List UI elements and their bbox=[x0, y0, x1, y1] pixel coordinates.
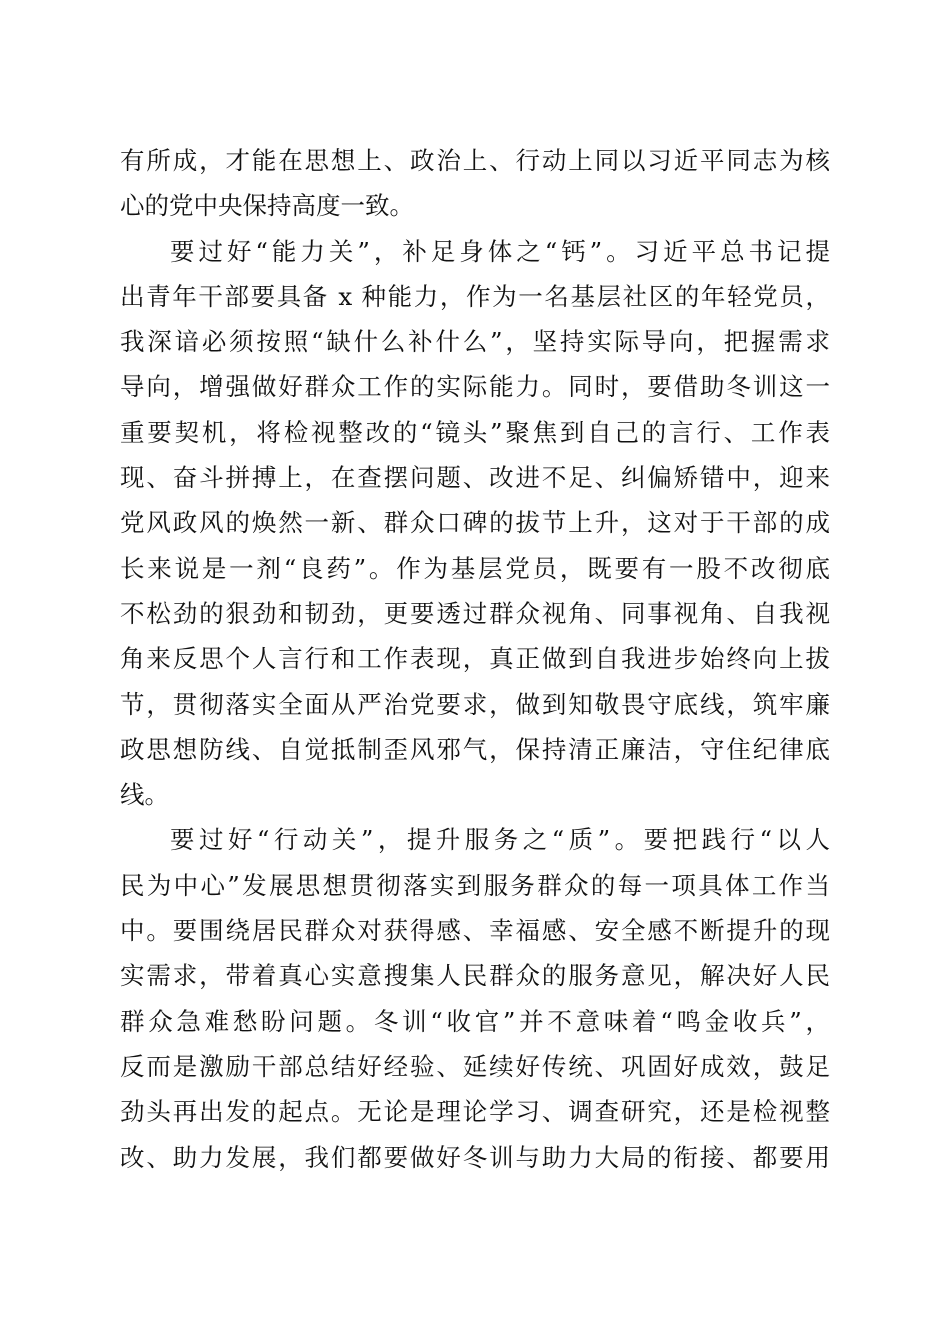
text-line: 不松劲的狠劲和韧劲，更要透过群众视角、同事视角、自我视 bbox=[120, 598, 830, 628]
text-line: 政思想防线、自觉抵制歪风邪气，保持清正廉洁，守住纪律底 bbox=[120, 734, 830, 764]
text-line: 重要契机，将检视整改的“镜头”聚焦到自己的言行、工作表 bbox=[120, 417, 830, 447]
text-line: 长来说是一剂“良药”。作为基层党员，既要有一股不改彻底 bbox=[120, 553, 830, 583]
text-line: 线。 bbox=[120, 780, 169, 810]
text-line: 党风政风的焕然一新、群众口碑的拔节上升，这对于干部的成 bbox=[120, 508, 830, 538]
text-line: 导向，增强做好群众工作的实际能力。同时，要借助冬训这一 bbox=[120, 372, 830, 402]
text-line: 出青年干部要具备 x 种能力，作为一名基层社区的年轻党员， bbox=[120, 281, 830, 311]
paragraph-3 bbox=[120, 817, 830, 1179]
text-line: 我深谙必须按照“缺什么补什么”，坚持实际导向，把握需求 bbox=[120, 327, 830, 357]
text-line: 劲头再出发的起点。无论是理论学习、调查研究，还是检视整 bbox=[120, 1097, 830, 1127]
text-line: 要过好“行动关”，提升服务之“质”。要把践行“以人 bbox=[170, 825, 830, 855]
text-line: 民为中心”发展思想贯彻落实到服务群众的每一项具体工作当 bbox=[120, 870, 830, 900]
text-line: 节，贯彻落实全面从严治党要求，做到知敬畏守底线，筑牢廉 bbox=[120, 689, 830, 719]
text-line: 现、奋斗拼搏上，在查摆问题、改进不足、纠偏矫错中，迎来 bbox=[120, 463, 830, 493]
text-line: 实需求，带着真心实意搜集人民群众的服务意见，解决好人民 bbox=[120, 961, 830, 991]
text-line: 心的党中央保持高度一致。 bbox=[120, 191, 414, 221]
text-line: 要过好“能力关”，补足身体之“钙”。习近平总书记提 bbox=[170, 236, 830, 266]
text-line: 角来反思个人言行和工作表现，真正做到自我进步始终向上拔 bbox=[120, 644, 830, 674]
text-line: 改、助力发展，我们都要做好冬训与助力大局的衔接、都要用 bbox=[120, 1142, 830, 1172]
paragraph-2 bbox=[120, 229, 830, 818]
text-line: 反而是激励干部总结好经验、延续好传统、巩固好成效，鼓足 bbox=[120, 1051, 830, 1081]
paragraph-1 bbox=[120, 138, 830, 229]
text-line: 有所成，才能在思想上、政治上、行动上同以习近平同志为核 bbox=[120, 146, 830, 175]
text-line: 群众急难愁盼问题。冬训“收官”并不意味着“鸣金收兵”， bbox=[120, 1006, 830, 1036]
text-line: 中。要围绕居民群众对获得感、幸福感、安全感不断提升的现 bbox=[120, 916, 830, 946]
document-body bbox=[120, 138, 830, 1180]
